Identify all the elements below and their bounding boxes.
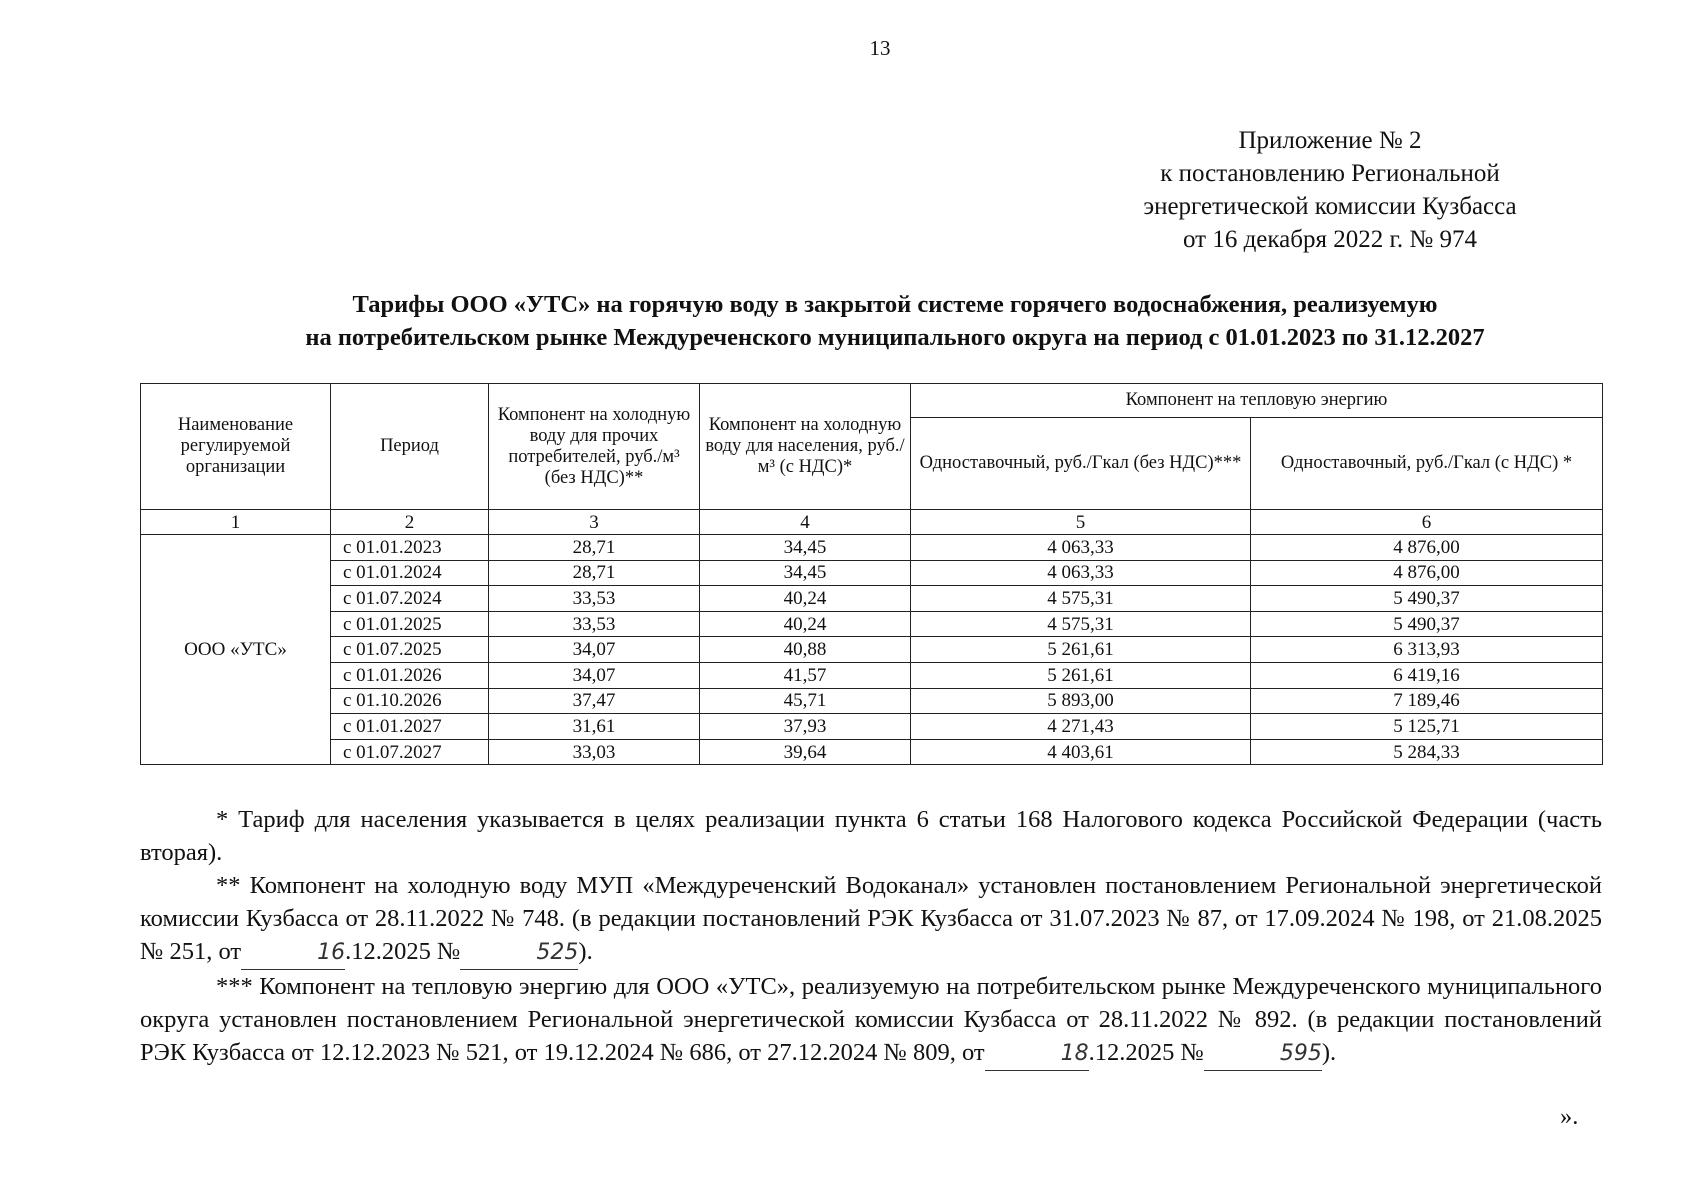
cold-pop-cell: 40,24 bbox=[700, 586, 911, 612]
header-heat-no-vat: Одноставочный, руб./Гкал (без НДС)*** bbox=[911, 418, 1251, 510]
cold-other-cell: 34,07 bbox=[489, 637, 700, 663]
organization-cell: ООО «УТС» bbox=[141, 535, 331, 765]
heat-vat-cell: 5 125,71 bbox=[1251, 714, 1603, 740]
footnote-text: ). bbox=[578, 938, 593, 965]
header-organization: Наименование регулируемой организации bbox=[141, 384, 331, 510]
heat-vat-cell: 6 313,93 bbox=[1251, 637, 1603, 663]
cold-pop-cell: 40,88 bbox=[700, 637, 911, 663]
table-row bbox=[141, 688, 1603, 714]
footnote-heat-energy bbox=[140, 970, 1602, 1071]
column-number: 1 bbox=[141, 510, 331, 535]
title-line: на потребительском рынке Междуреченского муниципального округа на период с 01.01.2023 по 31.12.2027 bbox=[305, 324, 1485, 351]
cold-other-cell: 34,07 bbox=[489, 662, 700, 688]
heat-no-vat-cell: 4 575,31 bbox=[911, 586, 1251, 612]
heat-no-vat-cell: 5 261,61 bbox=[911, 662, 1251, 688]
cold-pop-cell: 40,24 bbox=[700, 611, 911, 637]
column-number: 3 bbox=[489, 510, 700, 535]
column-number: 2 bbox=[331, 510, 489, 535]
period-cell: с 01.07.2025 bbox=[331, 637, 489, 663]
footnote-text: .12.2025 № bbox=[1088, 1039, 1204, 1066]
heat-no-vat-cell: 4 063,33 bbox=[911, 535, 1251, 561]
heat-no-vat-cell: 4 575,31 bbox=[911, 611, 1251, 637]
cold-pop-cell: 37,93 bbox=[700, 714, 911, 740]
document-title bbox=[140, 288, 1650, 354]
cold-pop-cell: 34,45 bbox=[700, 560, 911, 586]
heat-no-vat-cell: 4 403,61 bbox=[911, 739, 1251, 765]
period-cell: с 01.10.2026 bbox=[331, 688, 489, 714]
table-row bbox=[141, 611, 1603, 637]
heat-vat-cell: 6 419,16 bbox=[1251, 662, 1603, 688]
cold-pop-cell: 39,64 bbox=[700, 739, 911, 765]
closing-quote: ». bbox=[1560, 1103, 1579, 1130]
table-row bbox=[141, 637, 1603, 663]
appendix-block bbox=[1040, 124, 1620, 256]
footnote-cold-water bbox=[140, 869, 1602, 970]
period-cell: с 01.01.2026 bbox=[331, 662, 489, 688]
table-row bbox=[141, 586, 1603, 612]
heat-vat-cell: 4 876,00 bbox=[1251, 535, 1603, 561]
footnote-text: .12.2025 № bbox=[345, 938, 461, 965]
cold-other-cell: 33,03 bbox=[489, 739, 700, 765]
column-number: 6 bbox=[1251, 510, 1603, 535]
period-cell: с 01.01.2025 bbox=[331, 611, 489, 637]
period-cell: с 01.07.2024 bbox=[331, 586, 489, 612]
appendix-line: Приложение № 2 bbox=[1238, 127, 1422, 154]
header-period: Период bbox=[331, 384, 489, 510]
cold-pop-cell: 41,57 bbox=[700, 662, 911, 688]
heat-no-vat-cell: 4 063,33 bbox=[911, 560, 1251, 586]
cold-other-cell: 31,61 bbox=[489, 714, 700, 740]
column-number: 5 bbox=[911, 510, 1251, 535]
cold-other-cell: 37,47 bbox=[489, 688, 700, 714]
table-row bbox=[141, 535, 1603, 561]
table-row bbox=[141, 714, 1603, 740]
footnote-text: *** Компонент на тепловую энергию для ООО «УТС», реализуемую на потребительском рынке Междуреченского муниципального округа установлен постановлением Региональной энергетической комиссии Кузбасса от 28.11.2022 № 892. (в редакции постановлений РЭК Кузбасса от 12.12.2023 № 521, от 19.12.2024 № 686, от 27.12.2024 № 809, от bbox=[140, 973, 1602, 1066]
cold-other-cell: 33,53 bbox=[489, 586, 700, 612]
heat-vat-cell: 5 284,33 bbox=[1251, 739, 1603, 765]
header-cold-water-other: Компонент на холодную воду для прочих потребителей, руб./м³ (без НДС)** bbox=[489, 384, 700, 510]
footnote-population: * Тариф для населения указывается в целях реализации пункта 6 статьи 168 Налогового кодекса Российской Федерации (часть вторая). bbox=[140, 806, 1602, 866]
handwritten-day: 16 bbox=[241, 936, 345, 970]
cold-other-cell: 28,71 bbox=[489, 560, 700, 586]
handwritten-day: 18 bbox=[985, 1037, 1089, 1071]
period-cell: с 01.01.2027 bbox=[331, 714, 489, 740]
column-numbers-row bbox=[141, 510, 1603, 535]
footnote-text: ** Компонент на холодную воду МУП «Междуреченский Водоканал» установлен постановлением Региональной энергетической комиссии Кузбасса от 28.11.2022 № 748. (в редакции постановлений РЭК Кузбасса от 31.07.2023 № 87, от 17.09.2024 № 198, от 21.08.2025 № 251, от bbox=[140, 872, 1602, 965]
header-heat-energy: Компонент на тепловую энергию bbox=[911, 384, 1603, 418]
footnote-text: ). bbox=[1321, 1039, 1337, 1066]
cold-pop-cell: 34,45 bbox=[700, 535, 911, 561]
heat-no-vat-cell: 5 893,00 bbox=[911, 688, 1251, 714]
title-line: Тарифы ООО «УТС» на горячую воду в закрытой системе горячего водоснабжения, реализуемую bbox=[352, 291, 1438, 318]
cold-other-cell: 33,53 bbox=[489, 611, 700, 637]
cold-other-cell: 28,71 bbox=[489, 535, 700, 561]
header-heat-vat: Одноставочный, руб./Гкал (с НДС) * bbox=[1251, 418, 1603, 510]
period-cell: с 01.01.2024 bbox=[331, 560, 489, 586]
cold-pop-cell: 45,71 bbox=[700, 688, 911, 714]
table-row bbox=[141, 739, 1603, 765]
header-cold-water-population: Компонент на холодную воду для населения, руб./м³ (с НДС)* bbox=[700, 384, 911, 510]
handwritten-number: 525 bbox=[460, 936, 578, 970]
footnotes bbox=[140, 803, 1602, 1071]
heat-no-vat-cell: 4 271,43 bbox=[911, 714, 1251, 740]
handwritten-number: 595 bbox=[1204, 1037, 1322, 1071]
column-number: 4 bbox=[700, 510, 911, 535]
heat-vat-cell: 5 490,37 bbox=[1251, 611, 1603, 637]
heat-vat-cell: 5 490,37 bbox=[1251, 586, 1603, 612]
appendix-line: к постановлению Региональной bbox=[1160, 160, 1500, 187]
period-cell: с 01.01.2023 bbox=[331, 535, 489, 561]
period-cell: с 01.07.2027 bbox=[331, 739, 489, 765]
appendix-line: от 16 декабря 2022 г. № 974 bbox=[1182, 226, 1478, 253]
heat-vat-cell: 4 876,00 bbox=[1251, 560, 1603, 586]
heat-no-vat-cell: 5 261,61 bbox=[911, 637, 1251, 663]
table-row bbox=[141, 662, 1603, 688]
page-number: 13 bbox=[869, 36, 891, 60]
heat-vat-cell: 7 189,46 bbox=[1251, 688, 1603, 714]
tariff-table bbox=[140, 383, 1603, 765]
table-row bbox=[141, 560, 1603, 586]
appendix-line: энергетической комиссии Кузбасса bbox=[1143, 193, 1517, 220]
